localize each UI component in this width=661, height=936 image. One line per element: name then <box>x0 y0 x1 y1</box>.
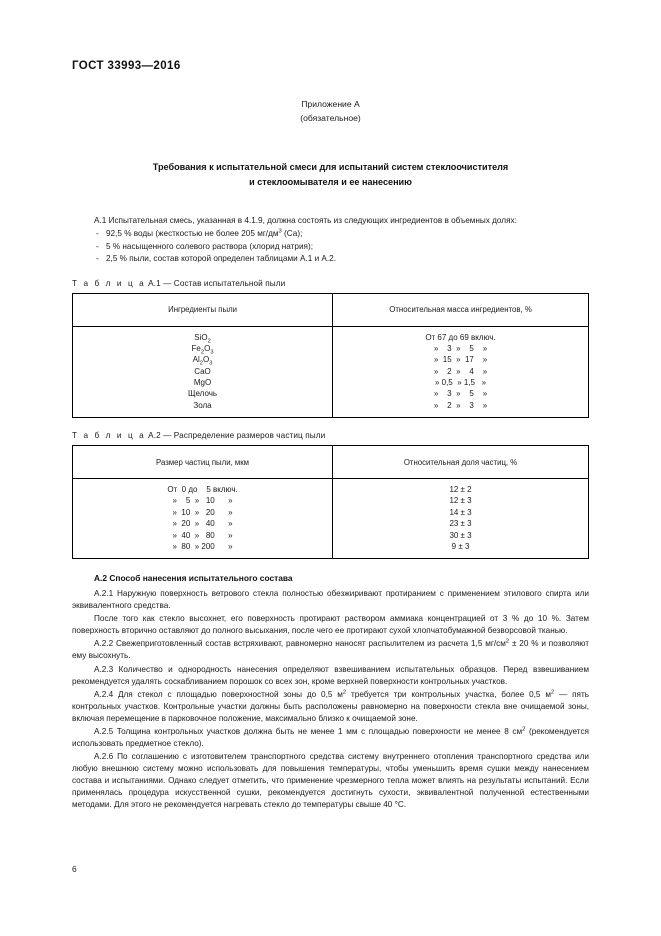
section-a2-heading: А.2 Способ нанесения испытательного состава <box>94 573 293 584</box>
size-value-5: » 40 » 80 » <box>172 530 233 540</box>
fraction-value-4: 23 ± 3 <box>449 519 472 529</box>
table-a2-header-fraction: Относительная доля частиц, % <box>333 446 589 479</box>
table-row <box>73 479 589 559</box>
table-a1-caption-number: А.1 <box>148 278 161 288</box>
ingredient-item-1: 92,5 % воды (жесткостью не более 205 $мг/дм^3$ (Са); <box>106 228 303 239</box>
ingredient-sio2: SiO$_2$ <box>194 332 211 345</box>
table-a2-fraction-cell <box>333 479 589 559</box>
mass-value-4: » 2 » 4 » <box>433 366 488 376</box>
page-number: 6 <box>72 864 77 874</box>
paragraph-a23: А.2.3 Количество и однородность нанесения определяют взвешиванием испытательных образцов. Перед взвешиванием рекомендуется удалять соскабливанием порошок со всех зон, кроме верхней поверхности контрольных участков. <box>72 664 589 686</box>
annex-title-line-2: и стеклоомывателя и ее нанесению <box>249 177 412 188</box>
annex-label: Приложение А <box>301 99 360 109</box>
ingredient-ash: Зола <box>193 400 212 410</box>
intro-paragraph: А.1 Испытательная смесь, указанная в 4.1.9, должна состоять из следующих ингредиентов в объемных долях: <box>94 216 517 226</box>
table-a2-caption-text: — Распределение размеров частиц пыли <box>163 431 326 441</box>
size-value-3: » 10 » 20 » <box>172 507 233 517</box>
list-item <box>106 253 589 265</box>
standard-number-header: ГОСТ 33993—2016 <box>72 60 181 72</box>
table-a2-header-size: Размер частиц пыли, мкм <box>73 446 333 479</box>
size-value-1: От 0 до 5 включ. <box>167 485 238 495</box>
paragraph-a22: А.2.2 Свежеприготовленный состав встряхивают, равномерно наносят распылителем из расчета 1,5 $мг/см^2 \pm 20$ % и позволяют ему высохнуть. <box>72 638 589 661</box>
ingredient-list <box>72 228 589 265</box>
table-a2-caption-prefix: Т а б л и ц а <box>72 431 146 441</box>
table-a2-caption-number: А.2 <box>148 431 161 441</box>
mass-value-6: » 3 » 5 » <box>433 389 488 399</box>
size-value-4: » 20 » 40 » <box>172 519 233 529</box>
table-a2-size-cell <box>73 479 333 559</box>
size-value-2: » 5 » 10 » <box>172 496 233 506</box>
ingredient-mgo: MgO <box>193 378 212 388</box>
table-row <box>73 326 589 418</box>
list-item <box>106 228 589 240</box>
fraction-value-5: 30 ± 3 <box>449 530 472 540</box>
annex-title <box>86 160 575 191</box>
ingredient-al2o3: $Al_2O_3$ <box>192 355 213 367</box>
fraction-value-3: 14 ± 3 <box>449 507 472 517</box>
annex-header <box>72 98 589 126</box>
mass-value-2: » 3 » 5 » <box>433 343 488 353</box>
paragraph-a21-continued: После того как стекло высохнет, его поверхность протирают раствором аммиака концентрацией от 3 % до 10 %. Затем поверхность вторично оставляют до полного высыхания, после чего ее протирают сухой хлопчатобумажной безворсовой тканью. <box>72 614 589 636</box>
ingredient-item-2: 5 % насыщенного солевого раствора (хлорид натрия); <box>106 241 313 251</box>
table-a1 <box>72 293 589 419</box>
paragraph-a21: А.2.1 Наружную поверхность ветрового стекла полностью обезжиривают протиранием с применением этилового спирта или эквивалентного средства. <box>72 589 589 611</box>
table-a1-caption-prefix: Т а б л и ц а <box>72 278 146 288</box>
mass-value-7: » 2 » 3 » <box>433 400 488 410</box>
paragraph-a24: А.2.4 Для стекол с площадью поверхностной зоны до 0,5 $м^2$ требуется три контрольных участка, более 0,5 $м^2$ — пять контрольных участков. Контрольные участки должны быть расположены равномерно на поверхности стекла вне очищаемой зоны, включая перемещение в парковочное положение, максимально близко к очищаемой зоне. <box>72 688 589 723</box>
table-a2 <box>72 445 589 559</box>
fraction-value-6: 9 ± 3 <box>451 541 470 551</box>
table-a2-caption <box>72 431 589 440</box>
mass-value-1: От 67 до 69 включ. <box>425 332 496 342</box>
table-a1-ingredients-cell <box>73 326 333 418</box>
fraction-value-1: 12 ± 2 <box>449 485 472 495</box>
table-a1-caption-text: — Состав испытательной пыли <box>163 278 286 288</box>
ingredient-fe2o3: $Fe_2O_3$ <box>191 343 214 356</box>
table-header-row <box>73 293 589 326</box>
table-a1-header-ingredients: Ингредиенты пыли <box>73 293 333 326</box>
list-item <box>106 241 589 253</box>
ingredient-cao: CaO <box>194 366 211 376</box>
fraction-value-2: 12 ± 3 <box>449 496 472 506</box>
paragraph-a25: А.2.5 Толщина контрольных участков должна быть не менее 1 мм с площадью поверхности не менее 8 $см^2$ (рекомендуется использовать предметное стекло). <box>72 726 589 748</box>
annex-title-line-1: Требования к испытательной смеси для испытаний систем стеклоочистителя <box>152 161 509 172</box>
table-a1-header-mass: Относительная масса ингредиентов, % <box>333 293 589 326</box>
paragraph-a26: А.2.6 По соглашению с изготовителем транспортного средства систему внутреннего отопления транспортного средства или любую внешнюю систему можно использовать для повышения температуры, чтобы уменьшить время сушки между нанесением состава и испытаниями. Однако следует отметить, что применение чрезмерного тепла может влиять на результаты испытаний. Если применялась процедура искусственной сушки, рекомендуется достигнуть сухости, эквивалентной полученной естественными методами. Для этого не рекомендуется нагревать стекло до температуры свыше 40 °С. <box>72 751 589 810</box>
ingredient-alkali: Щелочь <box>188 389 218 399</box>
mass-value-3: » 15 » 17 » <box>433 355 488 365</box>
mass-value-5: » 0,5 » 1,5 » <box>434 378 487 388</box>
table-a1-caption <box>72 279 589 288</box>
table-header-row <box>73 446 589 479</box>
annex-status: (обязательное) <box>300 112 361 123</box>
ingredient-item-3: 2,5 % пыли, состав которой определен таблицами А.1 и А.2. <box>106 254 336 264</box>
table-a1-mass-cell <box>333 326 589 418</box>
size-value-6: » 80 » 200 » <box>172 541 233 551</box>
